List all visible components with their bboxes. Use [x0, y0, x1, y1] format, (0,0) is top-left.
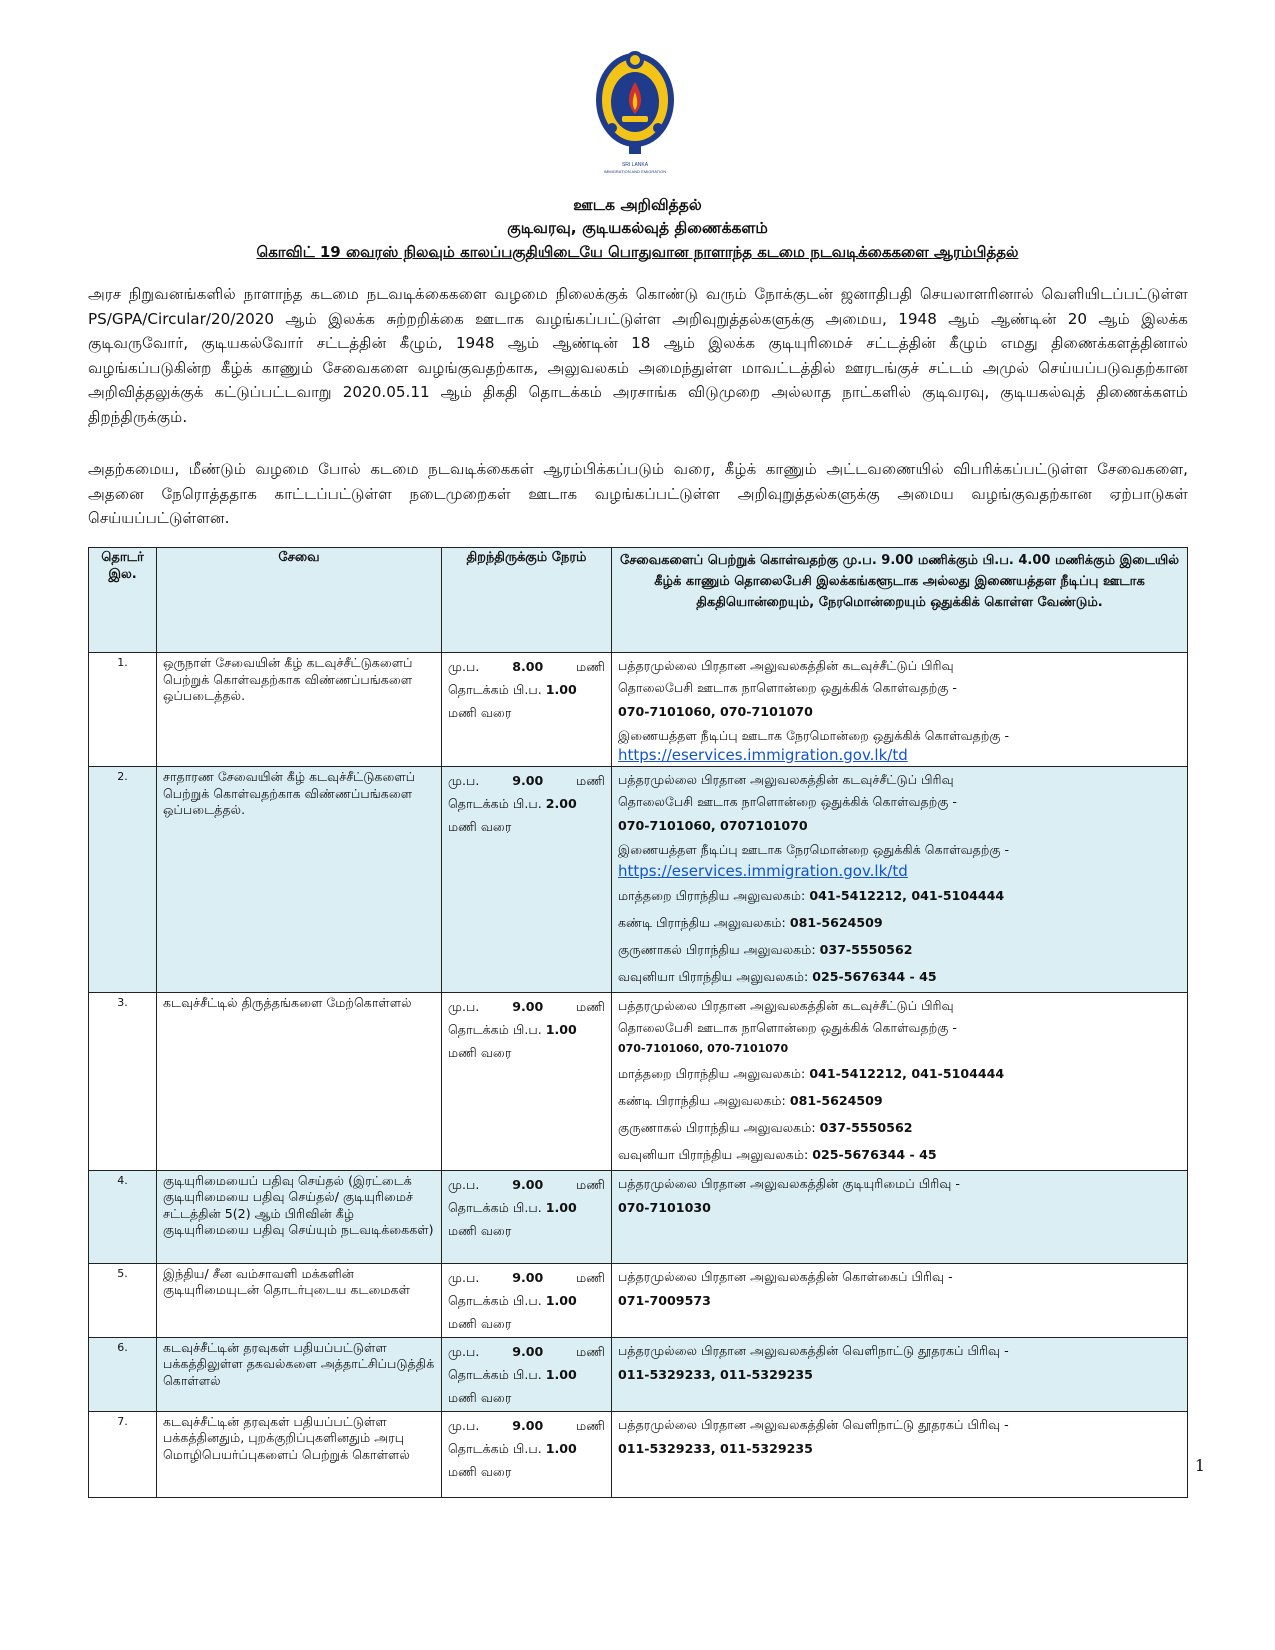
page-number: 1 [1194, 1456, 1205, 1475]
row-service: இந்திய/ சீன வம்சாவளி மக்களின் குடியுரிமையுடன் தொடர்புடைய கடமைகள் [157, 1263, 442, 1337]
header-serial: தொடர் இல. [89, 548, 157, 653]
row-service: சாதாரண சேவையின் கீழ் கடவுச்சீட்டுகளைப் பெற்றுக் கொள்வதற்காக விண்ணப்பங்களை ஒப்படைத்தல். [157, 767, 442, 993]
regional-office: கண்டி பிராந்திய அலுவலகம்: 081-5624509 [618, 1092, 883, 1108]
row-number: 3. [89, 993, 157, 1171]
booking-link[interactable]: https://eservices.immigration.gov.lk/td [618, 861, 908, 880]
row-contact [612, 993, 1188, 1171]
office-label: பத்தரமுல்லை பிரதான அலுவலகத்தின் வெளிநாட்டு தூதரகப் பிரிவு - [618, 1342, 1009, 1358]
row-contact [612, 1411, 1188, 1497]
table-row [89, 653, 1188, 767]
row-contact [612, 767, 1188, 993]
office-label: பத்தரமுல்லை பிரதான அலுவலகத்தின் கடவுச்சீட்டுப் பிரிவு [618, 998, 954, 1013]
table-header-row [89, 548, 1188, 653]
phone-numbers: 070-7101030 [618, 1200, 711, 1215]
row-number: 6. [89, 1337, 157, 1411]
row-hours: மு.ப. 9.00 மணி தொடக்கம் பி.ப. 1.00 மணி வரை [442, 1337, 612, 1411]
office-label: பத்தரமுல்லை பிரதான அலுவலகத்தின் கொள்கைப் பிரிவு - [618, 1268, 953, 1284]
phone-numbers: 070-7101060, 070-7101070 [618, 704, 813, 719]
row-service: கடவுச்சீட்டின் தரவுகள் பதியப்பட்டுள்ள பக்கத்தினதும், புறக்குறிப்புகளினதும் அரபு மொழிபெயர்ப்புகளைப் பெற்றுக் கொள்ளல் [157, 1411, 442, 1497]
row-number: 7. [89, 1411, 157, 1497]
regional-office: மாத்தறை பிராந்திய அலுவலகம்: 041-5412212, 041-5104444 [618, 1065, 1005, 1081]
regional-office: வவுனியா பிராந்திய அலுவலகம்: 025-5676344 - 45 [618, 1146, 937, 1162]
regional-office: வவுனியா பிராந்திய அலுவலகம்: 025-5676344 - 45 [618, 969, 937, 984]
table-row [89, 1411, 1188, 1497]
services-table [88, 547, 1188, 1498]
phone-intro: தொலைபேசி ஊடாக நாளொன்றை ஒதுக்கிக் கொள்வதற்கு - [618, 793, 957, 809]
table-row [89, 1170, 1188, 1263]
row-contact [612, 1170, 1188, 1263]
web-intro: இணையத்தள நீடிப்பு ஊடாக நேரமொன்றை ஒதுக்கிக் கொள்வதற்கு - [618, 842, 1010, 857]
department-title: குடிவரவு, குடியகல்வுத் திணைக்களம் [507, 219, 768, 237]
logo-text-line2: IMMIGRATION AND EMIGRATION [603, 169, 667, 174]
row-hours: மு.ப. 9.00 மணி தொடக்கம் பி.ப. 2.00 மணி வரை [442, 767, 612, 993]
regional-office: குருணாகல் பிராந்திய அலுவலகம்: 037-5550562 [618, 1119, 913, 1135]
table-row [89, 1263, 1188, 1337]
phone-numbers: 011-5329233, 011-5329235 [618, 1441, 813, 1456]
intro-paragraph: அரச நிறுவனங்களில் நாளாந்த கடமை நடவடிக்கைகளை வழமை நிலைக்குக் கொண்டு வரும் நோக்குடன் ஜனாதிபதி செயலாளரினால் வெளியிடப்பட்டுள்ள PS/GPA/Circular/20/2020 ஆம் இலக்க சுற்றறிக்கை ஊடாக வழங்கப்பட்டுள்ள அறிவுறுத்தல்களுக்கு அமைய, 1948 ஆம் ஆண்டின் 20 ஆம் இலக்க குடிவருவோர், குடியகல்வோர் சட்டத்தின் கீழும், 1948 ஆம் ஆண்டின் 18 ஆம் இலக்க குடியுரிமைச் சட்டத்தின் கீழும் எமது திணைக்களத்தினால் வழங்கப்படுகின்ற கீழ்க் காணும் சேவைகளை வழங்குவதற்காக, அலுவலகம் அமைந்துள்ள மாவட்டத்தில் ஊரடங்குச் சட்டம் அமுல் செய்யப்படுவதற்கான அறிவித்தலுக்குக் கட்டுப்பட்டவாறு 2020.05.11 ஆம் திகதி தொடக்கம் அரசாங்க விடுமுறை அல்லாத நாட்களில் குடிவரவு, குடியகல்வுத் திணைக்களம் திறந்திருக்கும். [88, 285, 1188, 426]
row-hours: மு.ப. 9.00 மணி தொடக்கம் பி.ப. 1.00 மணி வரை [442, 1170, 612, 1263]
phone-intro: தொலைபேசி ஊடாக நாளொன்றை ஒதுக்கிக் கொள்வதற்கு - [618, 679, 957, 695]
phone-numbers: 070-7101060, 0707101070 [618, 818, 808, 833]
office-label: பத்தரமுல்லை பிரதான அலுவலகத்தின் வெளிநாட்டு தூதரகப் பிரிவு - [618, 1416, 1009, 1432]
row-number: 4. [89, 1170, 157, 1263]
regional-office: குருணாகல் பிராந்திய அலுவலகம்: 037-5550562 [618, 942, 913, 957]
row-service: கடவுச்சீட்டின் தரவுகள் பதியப்பட்டுள்ள பக்கத்திலுள்ள தகவல்களை அத்தாட்சிப்படுத்திக் கொள்ளல் [157, 1337, 442, 1411]
header-contact: சேவைகளைப் பெற்றுக் கொள்வதற்கு மு.ப. 9.00 மணிக்கும் பி.ப. 4.00 மணிக்கும் இடையில் கீழ்க் காணும் தொலைபேசி இலக்கங்களூடாக அல்லது இணையத்தள நீடிப்பு ஊடாக திகதியொன்றையும், நேரமொன்றையும் ஒதுக்கிக் கொள்ள வேண்டும். [612, 548, 1188, 653]
row-hours: மு.ப. 9.00 மணி தொடக்கம் பி.ப. 1.00 மணி வரை [442, 1263, 612, 1337]
regional-office: மாத்தறை பிராந்திய அலுவலகம்: 041-5412212, 041-5104444 [618, 888, 1005, 903]
office-label: பத்தரமுல்லை பிரதான அலுவலகத்தின் குடியுரிமைப் பிரிவு - [618, 1175, 960, 1191]
row-service: குடியுரிமையைப் பதிவு செய்தல் (இரட்டைக் குடியுரிமையை பதிவு செய்தல்/ குடியுரிமைச் சட்டத்தின் 5(2) ஆம் பிரிவின் கீழ் குடியுரிமையை பதிவு செய்யும் நடவடிக்கைகள்) [157, 1170, 442, 1263]
table-row [89, 767, 1188, 993]
row-contact [612, 1337, 1188, 1411]
row-number: 2. [89, 767, 157, 993]
table-row [89, 1337, 1188, 1411]
row-hours: மு.ப. 9.00 மணி தொடக்கம் பி.ப. 1.00 மணி வரை [442, 993, 612, 1171]
immigration-emblem-icon [592, 42, 678, 192]
document-title: ஊடக அறிவித்தல் [573, 196, 702, 214]
row-service: ஒருநாள் சேவையின் கீழ் கடவுச்சீட்டுகளைப் பெற்றுக் கொள்வதற்காக விண்ணப்பங்களை ஒப்படைத்தல். [157, 653, 442, 767]
row-service: கடவுச்சீட்டில் திருத்தங்களை மேற்கொள்ளல் [157, 993, 442, 1171]
header-service: சேவை [157, 548, 442, 653]
row-hours: மு.ப. 9.00 மணி தொடக்கம் பி.ப. 1.00 மணி வரை [442, 1411, 612, 1497]
booking-link[interactable]: https://eservices.immigration.gov.lk/td [618, 745, 908, 764]
web-intro: இணையத்தள நீடிப்பு ஊடாக நேரமொன்றை ஒதுக்கிக் கொள்வதற்கு - [618, 728, 1010, 743]
phone-intro: தொலைபேசி ஊடாக நாளொன்றை ஒதுக்கிக் கொள்வதற்கு - [618, 1019, 957, 1035]
notice-subject: கொவிட் 19 வைரஸ் நிலவும் காலப்பகுதியிடையே பொதுவான நாளாந்த கடமை நடவடிக்கைகளை ஆரம்பித்தல் [256, 243, 1019, 261]
office-label: பத்தரமுல்லை பிரதான அலுவலகத்தின் கடவுச்சீட்டுப் பிரிவு [618, 772, 954, 787]
office-label: பத்தரமுல்லை பிரதான அலுவலகத்தின் கடவுச்சீட்டுப் பிரிவு [618, 658, 954, 673]
row-number: 5. [89, 1263, 157, 1337]
phone-numbers: 011-5329233, 011-5329235 [618, 1367, 813, 1382]
phone-numbers: 070-7101060, 070-7101070 [618, 1042, 789, 1055]
phone-numbers: 071-7009573 [618, 1293, 711, 1308]
row-contact [612, 1263, 1188, 1337]
row-contact [612, 653, 1188, 767]
second-paragraph: அதற்கமைய, மீண்டும் வழமை போல் கடமை நடவடிக்கைகள் ஆரம்பிக்கப்படும் வரை, கீழ்க் காணும் அட்டவணையில் விபரிக்கப்பட்டுள்ள சேவைகளை, அதனை நேரொத்ததாக காட்டப்பட்டுள்ள நடைமுறைகள் ஊடாக வழங்கப்பட்டுள்ள அறிவுறுத்தல்களுக்கு அமைய வழங்குவதற்கான ஏற்பாடுகள் செய்யப்பட்டுள்ளன. [88, 460, 1188, 527]
logo-text-line1: SRI LANKA [621, 162, 649, 168]
header-hours: திறந்திருக்கும் நேரம் [442, 548, 612, 653]
row-number: 1. [89, 653, 157, 767]
table-row [89, 993, 1188, 1171]
regional-office: கண்டி பிராந்திய அலுவலகம்: 081-5624509 [618, 915, 883, 930]
row-hours: மு.ப. 8.00 மணி தொடக்கம் பி.ப. 1.00 மணி வரை [442, 653, 612, 767]
